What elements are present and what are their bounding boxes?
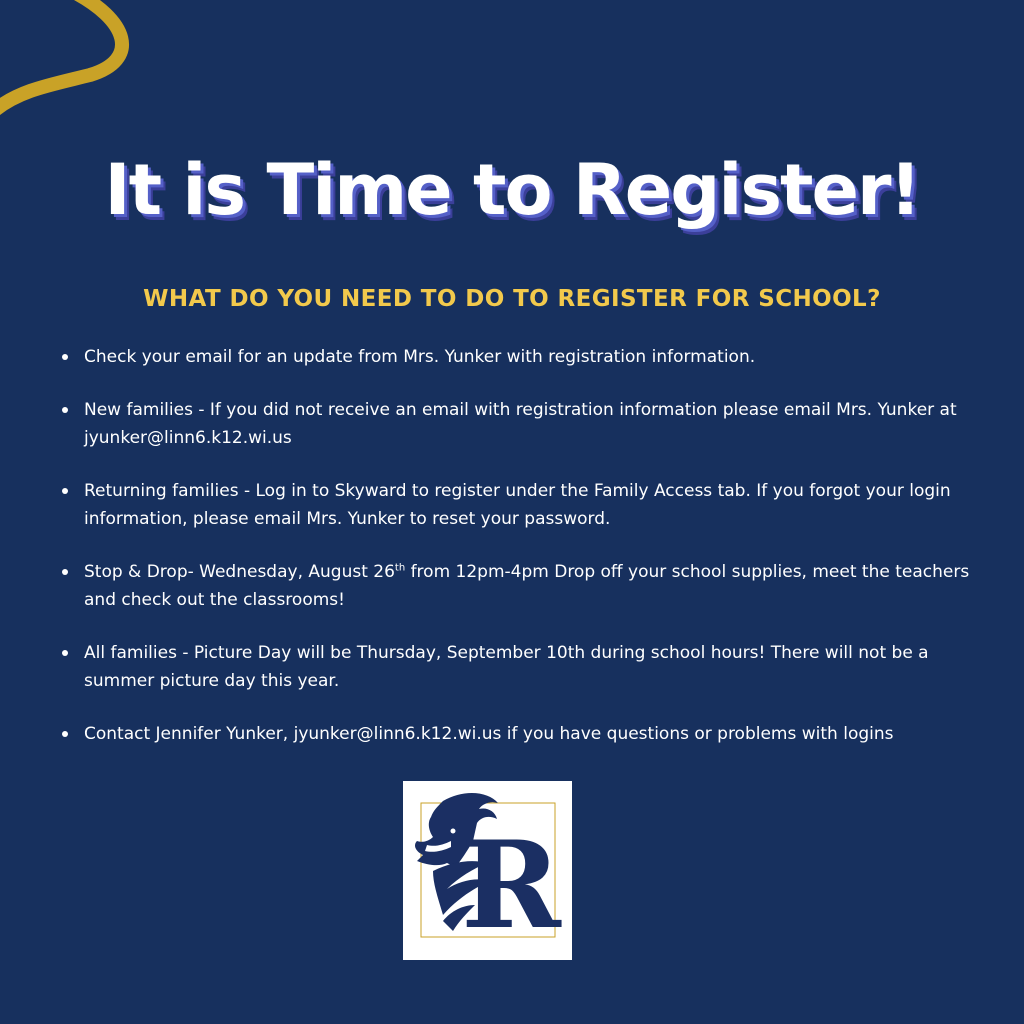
date-superscript: th <box>394 562 406 574</box>
bullet-icon <box>62 569 68 575</box>
bullet-icon <box>62 731 68 737</box>
list-item <box>62 396 982 452</box>
page-title: It is Time to Register! <box>104 149 920 231</box>
bullet-icon <box>62 407 68 413</box>
list-item <box>62 720 982 748</box>
bullet-text: Contact Jennifer Yunker, jyunker@linn6.k12.wi.us if you have questions or problems with logins <box>84 724 894 744</box>
bullet-text-end: from 12pm-4pm Drop off your school supplies, meet the teachers and check out the classrooms! <box>84 562 970 610</box>
page-subtitle: WHAT DO YOU NEED TO DO TO REGISTER FOR SCHOOL? <box>143 286 881 312</box>
bullet-text: Check your email for an update from Mrs. Yunker with registration information. <box>84 347 756 367</box>
bullet-icon <box>62 354 68 360</box>
instructions-list <box>62 343 982 773</box>
decorative-gold-curve <box>0 0 140 130</box>
list-item <box>62 558 982 614</box>
school-logo <box>403 781 572 960</box>
lion-r-logo-icon <box>403 781 572 960</box>
bullet-icon <box>62 650 68 656</box>
bullet-text-start: Stop & Drop- Wednesday, August 26 <box>84 562 395 582</box>
list-item <box>62 639 982 695</box>
logo-letter: R <box>461 815 561 956</box>
bullet-text: Returning families - Log in to Skyward to register under the Family Access tab. If you forgot your login information, please email Mrs. Yunker to reset your password. <box>84 481 951 529</box>
list-item <box>62 343 982 371</box>
bullet-text: All families - Picture Day will be Thursday, September 10th during school hours! There will not be a summer picture day this year. <box>84 643 929 691</box>
bullet-icon <box>62 488 68 494</box>
list-item <box>62 477 982 533</box>
bullet-text: New families - If you did not receive an email with registration information please email Mrs. Yunker at jyunker@linn6.k12.wi.us <box>84 400 957 448</box>
